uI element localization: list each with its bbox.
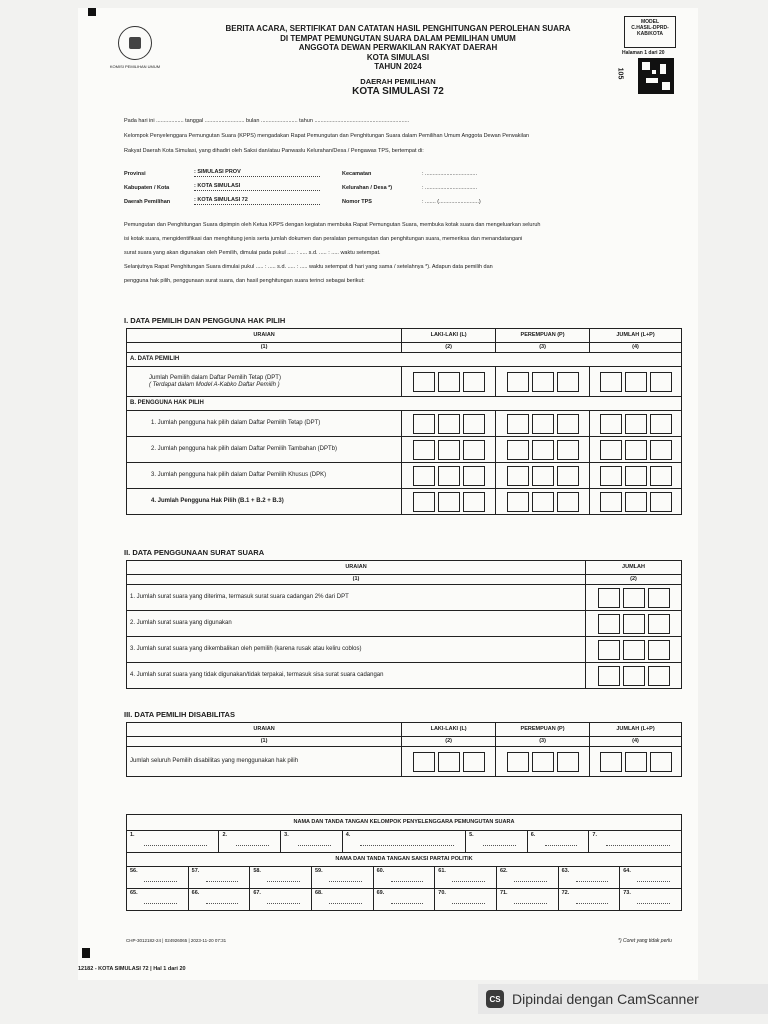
signature-number: 57.	[191, 868, 200, 874]
registration-mark-top	[88, 8, 96, 16]
col-perempuan: PEREMPUAN (P)	[496, 723, 590, 737]
signature-line	[391, 903, 424, 904]
provinsi-label: Provinsi	[124, 171, 146, 177]
entry-perempuan[interactable]	[496, 463, 590, 489]
signature-number: 56.	[130, 868, 138, 874]
col-number: (3)	[496, 343, 590, 353]
dapil-value: KOTA SIMULASI 72	[352, 86, 444, 97]
entry-jumlah[interactable]	[590, 463, 682, 489]
entry-laki[interactable]	[402, 489, 496, 515]
col-number: (4)	[590, 737, 682, 747]
signature-line	[236, 845, 269, 846]
signature-line	[267, 881, 300, 882]
entry-jumlah[interactable]	[586, 585, 682, 611]
signature-line	[329, 903, 362, 904]
signature-line	[545, 845, 578, 846]
saksi-row-1	[127, 867, 682, 889]
signature-line	[576, 881, 609, 882]
signature-number: 71.	[499, 890, 508, 896]
title-line-5: TAHUN 2024	[374, 62, 422, 71]
kelurahan-value: : ..................................	[422, 185, 478, 191]
logo-text: KOMISI PEMILIHAN UMUM	[109, 64, 161, 69]
kpps-row	[127, 831, 682, 853]
signature-line	[360, 845, 454, 846]
signature-cell[interactable]	[311, 889, 373, 911]
paragraph-line-2: isi kotak suara, mengidentifikasi dan menghitung jenis serta jumlah dokumen dan peralatan pemungutan dan penghitungan suara, memeriksa dan menandatangani	[124, 236, 523, 242]
signature-cell[interactable]	[558, 889, 620, 911]
saksi-row-2	[127, 889, 682, 911]
kecamatan-label: Kecamatan	[342, 171, 372, 177]
signature-number: 68.	[314, 890, 323, 896]
title-line-1: BERITA ACARA, SERTIFIKAT DAN CATATAN HASIL PENGHITUNGAN PEROLEHAN SUARA	[225, 24, 571, 33]
model-line-2: C.HASIL-DPRD-	[631, 25, 669, 31]
col-jumlah: JUMLAH (L+P)	[590, 723, 682, 737]
signature-cell[interactable]	[188, 867, 250, 889]
signature-line	[514, 903, 547, 904]
col-number: (2)	[402, 737, 496, 747]
signature-cell[interactable]	[373, 889, 435, 911]
section-1-title: I. DATA PEMILIH DAN PENGGUNA HAK PILIH	[124, 316, 286, 325]
signature-cell[interactable]	[496, 867, 558, 889]
entry-jumlah[interactable]	[586, 611, 682, 637]
signature-line	[606, 845, 670, 846]
kelurahan-label: Kelurahan / Desa *)	[342, 185, 393, 191]
signature-line	[637, 881, 670, 882]
entry-laki[interactable]	[402, 411, 496, 437]
signature-cell[interactable]	[250, 889, 312, 911]
camscanner-text: Dipindai dengan CamScanner	[512, 991, 699, 1007]
signature-number: 69.	[376, 890, 385, 896]
signature-cell[interactable]	[620, 889, 682, 911]
signature-number: 65.	[130, 890, 138, 896]
signature-cell[interactable]	[435, 867, 497, 889]
col-jumlah: JUMLAH (L+P)	[590, 329, 682, 343]
signature-cell[interactable]	[127, 831, 219, 853]
col-jumlah: JUMLAH	[586, 561, 682, 575]
signature-line	[298, 845, 331, 846]
signature-line	[329, 881, 362, 882]
model-line-3: KAB/KOTA	[636, 31, 663, 37]
signature-number: 58.	[253, 868, 261, 874]
model-line-1: MODEL	[640, 19, 660, 25]
signature-number: 5.	[469, 832, 474, 838]
signature-number: 4.	[345, 832, 351, 838]
signature-number: 72.	[561, 890, 570, 896]
title-line-2: DI TEMPAT PEMUNGUTAN SUARA DALAM PEMILIHAN UMUM	[280, 33, 516, 43]
signature-cell[interactable]	[281, 831, 343, 853]
entry-jumlah[interactable]	[586, 663, 682, 689]
signature-cell[interactable]	[435, 889, 497, 911]
signature-number: 3.	[284, 832, 289, 838]
ss-row-2-label: 2. Jumlah surat suara yang digunakan	[127, 611, 586, 637]
dpt-row-text: Jumlah Pemilih dalam Daftar Pemilih Tetap (DPT)	[149, 374, 281, 381]
title-line-4: KOTA SIMULASI	[366, 52, 430, 62]
kpps-title: NAMA DAN TANDA TANGAN KELOMPOK PENYELENGGARA PEMUNGUTAN SUARA	[127, 815, 682, 831]
kecamatan-value: : ..................................	[422, 171, 478, 177]
col-number: (4)	[590, 343, 682, 353]
signature-line	[391, 881, 424, 882]
signature-number: 59.	[314, 868, 323, 874]
tps-value: : ....... (..........................)	[422, 199, 481, 205]
col-perempuan: PEREMPUAN (P)	[496, 329, 590, 343]
section-3-table	[126, 722, 682, 777]
signature-cell[interactable]	[620, 867, 682, 889]
entry-laki[interactable]	[402, 367, 496, 397]
entry-jumlah[interactable]	[590, 437, 682, 463]
signature-number: 61.	[438, 868, 446, 874]
side-code: 105	[616, 67, 624, 80]
signature-cell[interactable]	[558, 867, 620, 889]
dpt-row-label	[127, 367, 402, 397]
dapil-field-label: Daerah Pemilihan	[124, 199, 171, 205]
halaman-label: Halaman 1 dari 20	[622, 50, 665, 56]
kabkota-label: Kabupaten / Kota	[124, 185, 170, 191]
col-laki: LAKI-LAKI (L)	[402, 329, 496, 343]
document-title	[198, 24, 598, 98]
kpu-logo-icon	[118, 26, 152, 60]
subsection-b-title: B. PENGGUNA HAK PILIH	[127, 397, 682, 411]
signature-number: 62.	[499, 868, 508, 874]
signature-number: 67.	[253, 890, 261, 896]
form-page	[78, 8, 698, 980]
signature-number: 64.	[623, 868, 631, 874]
signature-line	[206, 903, 239, 904]
disabilitas-label: Jumlah seluruh Pemilih disabilitas yang menggunakan hak pilih	[127, 747, 402, 777]
paragraph-line-5: pengguna hak pilih, penggunaan surat suara, dan hasil penghitungan suara terinci sebagai berikut:	[124, 278, 365, 284]
footer-note: *) Coret yang tidak perlu	[618, 938, 672, 944]
signature-cell[interactable]	[250, 867, 312, 889]
footer-code: CHP-3012182-24 | 024926065 | 2023-11-20 07:31	[126, 938, 227, 943]
saksi-title: NAMA DAN TANDA TANGAN SAKSI PARTAI POLITIK	[127, 853, 682, 867]
signature-line	[144, 881, 177, 882]
section-2-title: II. DATA PENGGUNAAN SURAT SUARA	[124, 548, 265, 557]
signature-line	[144, 903, 177, 904]
camscanner-watermark	[478, 984, 768, 1014]
intro-line-3: Rakyat Daerah Kota Simulasi, yang dihadiri oleh Saksi dan/atau Panwaslu Kelurahan/Desa / Pengawas TPS, bertempat di:	[124, 148, 424, 154]
intro-line-2: Kelompok Penyelenggara Pemungutan Suara (KPPS) mengadakan Rapat Pemungutan dan Penghitungan Suara dalam Pemilihan Umum Anggota Dewan Perwakilan	[124, 133, 530, 139]
signature-cell[interactable]	[342, 831, 465, 853]
b4-label: 4. Jumlah Pengguna Hak Pilih (B.1 + B.2 + B.3)	[127, 489, 402, 515]
entry-laki[interactable]	[402, 463, 496, 489]
ss-row-1-label: 1. Jumlah surat suara yang diterima, termasuk surat suara cadangan 2% dari DPT	[127, 585, 586, 611]
section-2-table	[126, 560, 682, 689]
col-uraian: URAIAN	[127, 329, 402, 343]
paragraph-line-4: Selanjutnya Rapat Penghitungan Suara dimulai pukul ..... : ..... s.d. ..... : ..... waktu setempat di hari yang sama / setelahnya *). Adapun data pemilih dan	[124, 264, 493, 270]
col-number: (3)	[496, 737, 590, 747]
ss-row-3-label: 3. Jumlah surat suara yang dikembalikan oleh pemilih (karena rusak atau keliru coblos)	[127, 637, 586, 663]
signature-number: 2.	[222, 832, 228, 838]
signature-cell[interactable]	[527, 831, 589, 853]
kabkota-value: : KOTA SIMULASI	[194, 183, 320, 191]
signature-number: 60.	[376, 868, 385, 874]
entry-perempuan[interactable]	[496, 411, 590, 437]
paragraph-line-1: Pemungutan dan Penghitungan Suara dipimpin oleh Ketua KPPS dengan kegiatan membuka Rapat Pemungutan Suara, membuka kotak suara dan mengeluarkan seluruh	[124, 222, 541, 228]
signature-line	[267, 903, 300, 904]
signature-line	[452, 881, 485, 882]
footer-bottom: 12182 - KOTA SIMULASI 72 | Hal 1 dari 20	[78, 966, 186, 972]
signature-line	[637, 903, 670, 904]
section-1-table	[126, 328, 682, 515]
tps-label: Nomor TPS	[342, 199, 372, 205]
intro-line-1: Pada hari ini .................. tanggal .......................... bulan ........................ tahun ..............................................................	[124, 118, 410, 124]
entry-jumlah[interactable]	[586, 637, 682, 663]
signature-number: 6.	[530, 832, 536, 838]
entry-jumlah[interactable]	[590, 411, 682, 437]
signature-table	[126, 814, 682, 911]
signature-cell[interactable]	[219, 831, 281, 853]
col-uraian: URAIAN	[127, 561, 586, 575]
entry-laki[interactable]	[402, 747, 496, 777]
signature-cell[interactable]	[496, 889, 558, 911]
col-number: (1)	[127, 343, 402, 353]
camscanner-icon: CS	[486, 990, 504, 1008]
col-number: (1)	[127, 575, 586, 585]
section-3-title: III. DATA PEMILIH DISABILITAS	[124, 710, 235, 719]
signature-number: 1.	[130, 832, 135, 838]
model-box	[624, 16, 676, 48]
signature-cell[interactable]	[188, 889, 250, 911]
signature-cell[interactable]	[589, 831, 682, 853]
b3-label: 3. Jumlah pengguna hak pilih dalam Daftar Pemilih Khusus (DPK)	[127, 463, 402, 489]
signature-line	[452, 903, 485, 904]
b2-label: 2. Jumlah pengguna hak pilih dalam Daftar Pemilih Tambahan (DPTb)	[127, 437, 402, 463]
signature-cell[interactable]	[127, 889, 189, 911]
signature-cell[interactable]	[373, 867, 435, 889]
signature-line	[576, 903, 609, 904]
entry-laki[interactable]	[402, 437, 496, 463]
col-uraian: URAIAN	[127, 723, 402, 737]
dapil-label: DAERAH PEMILIHAN	[360, 76, 436, 86]
entry-jumlah[interactable]	[590, 747, 682, 777]
signature-cell[interactable]	[466, 831, 528, 853]
signature-cell[interactable]	[311, 867, 373, 889]
entry-perempuan[interactable]	[496, 367, 590, 397]
entry-perempuan[interactable]	[496, 747, 590, 777]
entry-jumlah[interactable]	[590, 489, 682, 515]
col-number: (2)	[402, 343, 496, 353]
col-number: (2)	[586, 575, 682, 585]
signature-number: 70.	[438, 890, 446, 896]
title-line-3: ANGGOTA DEWAN PERWAKILAN RAKYAT DAERAH	[298, 43, 498, 52]
signature-cell[interactable]	[127, 867, 189, 889]
signature-number: 63.	[561, 868, 570, 874]
registration-mark-bottom	[82, 948, 90, 958]
col-laki: LAKI-LAKI (L)	[402, 723, 496, 737]
b1-label: 1. Jumlah pengguna hak pilih dalam Daftar Pemilih Tetap (DPT)	[127, 411, 402, 437]
entry-perempuan[interactable]	[496, 437, 590, 463]
signature-line	[483, 845, 516, 846]
signature-line	[206, 881, 239, 882]
entry-perempuan[interactable]	[496, 489, 590, 515]
subsection-a-title: A. DATA PEMILIH	[127, 353, 682, 367]
qr-code-icon	[638, 58, 674, 94]
col-number: (1)	[127, 737, 402, 747]
signature-number: 73.	[623, 890, 631, 896]
entry-jumlah[interactable]	[590, 367, 682, 397]
provinsi-value: : SIMULASI PROV	[194, 169, 320, 177]
signature-number: 7.	[592, 832, 598, 838]
signature-number: 66.	[191, 890, 200, 896]
dpt-row-note: ( Terdapat dalam Model A-Kabko Daftar Pemilih )	[149, 381, 280, 388]
paragraph-line-3: surat suara yang akan digunakan oleh Pemilih, dimulai pada pukul ..... : ..... s.d. ..... : ..... waktu setempat.	[124, 250, 381, 256]
signature-line	[144, 845, 207, 846]
signature-line	[514, 881, 547, 882]
dapil-field-value: : KOTA SIMULASI 72	[194, 197, 320, 205]
ss-row-4-label: 4. Jumlah surat suara yang tidak digunakan/tidak terpakai, termasuk sisa surat suara cadangan	[127, 663, 586, 689]
